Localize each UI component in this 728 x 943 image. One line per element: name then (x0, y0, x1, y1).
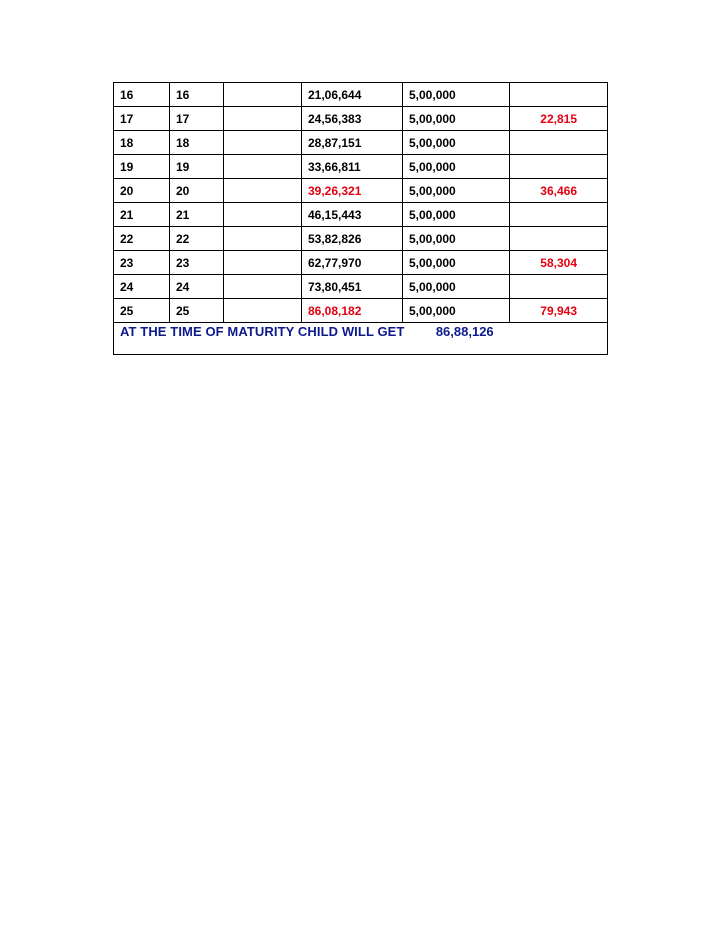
table-body (114, 83, 608, 323)
age-cell: 25 (170, 299, 224, 323)
payout-cell: 22,815 (510, 107, 608, 131)
blank-cell (224, 299, 302, 323)
age-cell: 20 (170, 179, 224, 203)
maturity-footer-cell (114, 323, 608, 355)
fund-value-cell: 21,06,644 (302, 83, 403, 107)
blank-cell (224, 131, 302, 155)
age-cell: 19 (170, 155, 224, 179)
table-row (114, 83, 608, 107)
year-cell: 16 (114, 83, 170, 107)
maturity-footer-row (114, 323, 608, 355)
blank-cell (224, 155, 302, 179)
fund-value-cell: 53,82,826 (302, 227, 403, 251)
blank-cell (224, 275, 302, 299)
year-cell: 21 (114, 203, 170, 227)
sum-assured-cell: 5,00,000 (403, 299, 510, 323)
age-cell: 16 (170, 83, 224, 107)
age-cell: 23 (170, 251, 224, 275)
year-cell: 20 (114, 179, 170, 203)
age-cell: 21 (170, 203, 224, 227)
sum-assured-cell: 5,00,000 (403, 107, 510, 131)
fund-value-cell: 73,80,451 (302, 275, 403, 299)
blank-cell (224, 107, 302, 131)
year-cell: 17 (114, 107, 170, 131)
table-row (114, 179, 608, 203)
blank-cell (224, 83, 302, 107)
year-cell: 25 (114, 299, 170, 323)
year-cell: 24 (114, 275, 170, 299)
blank-cell (224, 179, 302, 203)
year-cell: 19 (114, 155, 170, 179)
fund-value-cell: 33,66,811 (302, 155, 403, 179)
payout-cell: 79,943 (510, 299, 608, 323)
fund-value-cell: 39,26,321 (302, 179, 403, 203)
payout-cell: 58,304 (510, 251, 608, 275)
sum-assured-cell: 5,00,000 (403, 179, 510, 203)
payout-cell (510, 131, 608, 155)
year-cell: 23 (114, 251, 170, 275)
fund-value-cell: 46,15,443 (302, 203, 403, 227)
table-row (114, 155, 608, 179)
sum-assured-cell: 5,00,000 (403, 131, 510, 155)
fund-value-cell: 24,56,383 (302, 107, 403, 131)
payout-cell: 36,466 (510, 179, 608, 203)
blank-cell (224, 203, 302, 227)
payout-cell (510, 155, 608, 179)
sum-assured-cell: 5,00,000 (403, 155, 510, 179)
blank-cell (224, 227, 302, 251)
table-row (114, 299, 608, 323)
fund-value-cell: 28,87,151 (302, 131, 403, 155)
fund-value-cell: 62,77,970 (302, 251, 403, 275)
payout-cell (510, 227, 608, 251)
table-row (114, 203, 608, 227)
fund-value-cell: 86,08,182 (302, 299, 403, 323)
maturity-table (113, 82, 608, 355)
table-row (114, 227, 608, 251)
table-row (114, 251, 608, 275)
payout-cell (510, 275, 608, 299)
payout-cell (510, 203, 608, 227)
maturity-label: AT THE TIME OF MATURITY CHILD WILL GET (120, 324, 405, 339)
sum-assured-cell: 5,00,000 (403, 203, 510, 227)
maturity-amount: 86,88,126 (435, 324, 494, 339)
table-row (114, 275, 608, 299)
age-cell: 22 (170, 227, 224, 251)
payout-cell (510, 83, 608, 107)
table-row (114, 131, 608, 155)
sum-assured-cell: 5,00,000 (403, 227, 510, 251)
age-cell: 24 (170, 275, 224, 299)
year-cell: 18 (114, 131, 170, 155)
year-cell: 22 (114, 227, 170, 251)
sum-assured-cell: 5,00,000 (403, 251, 510, 275)
table-row (114, 107, 608, 131)
sum-assured-cell: 5,00,000 (403, 275, 510, 299)
sum-assured-cell: 5,00,000 (403, 83, 510, 107)
age-cell: 17 (170, 107, 224, 131)
blank-cell (224, 251, 302, 275)
age-cell: 18 (170, 131, 224, 155)
